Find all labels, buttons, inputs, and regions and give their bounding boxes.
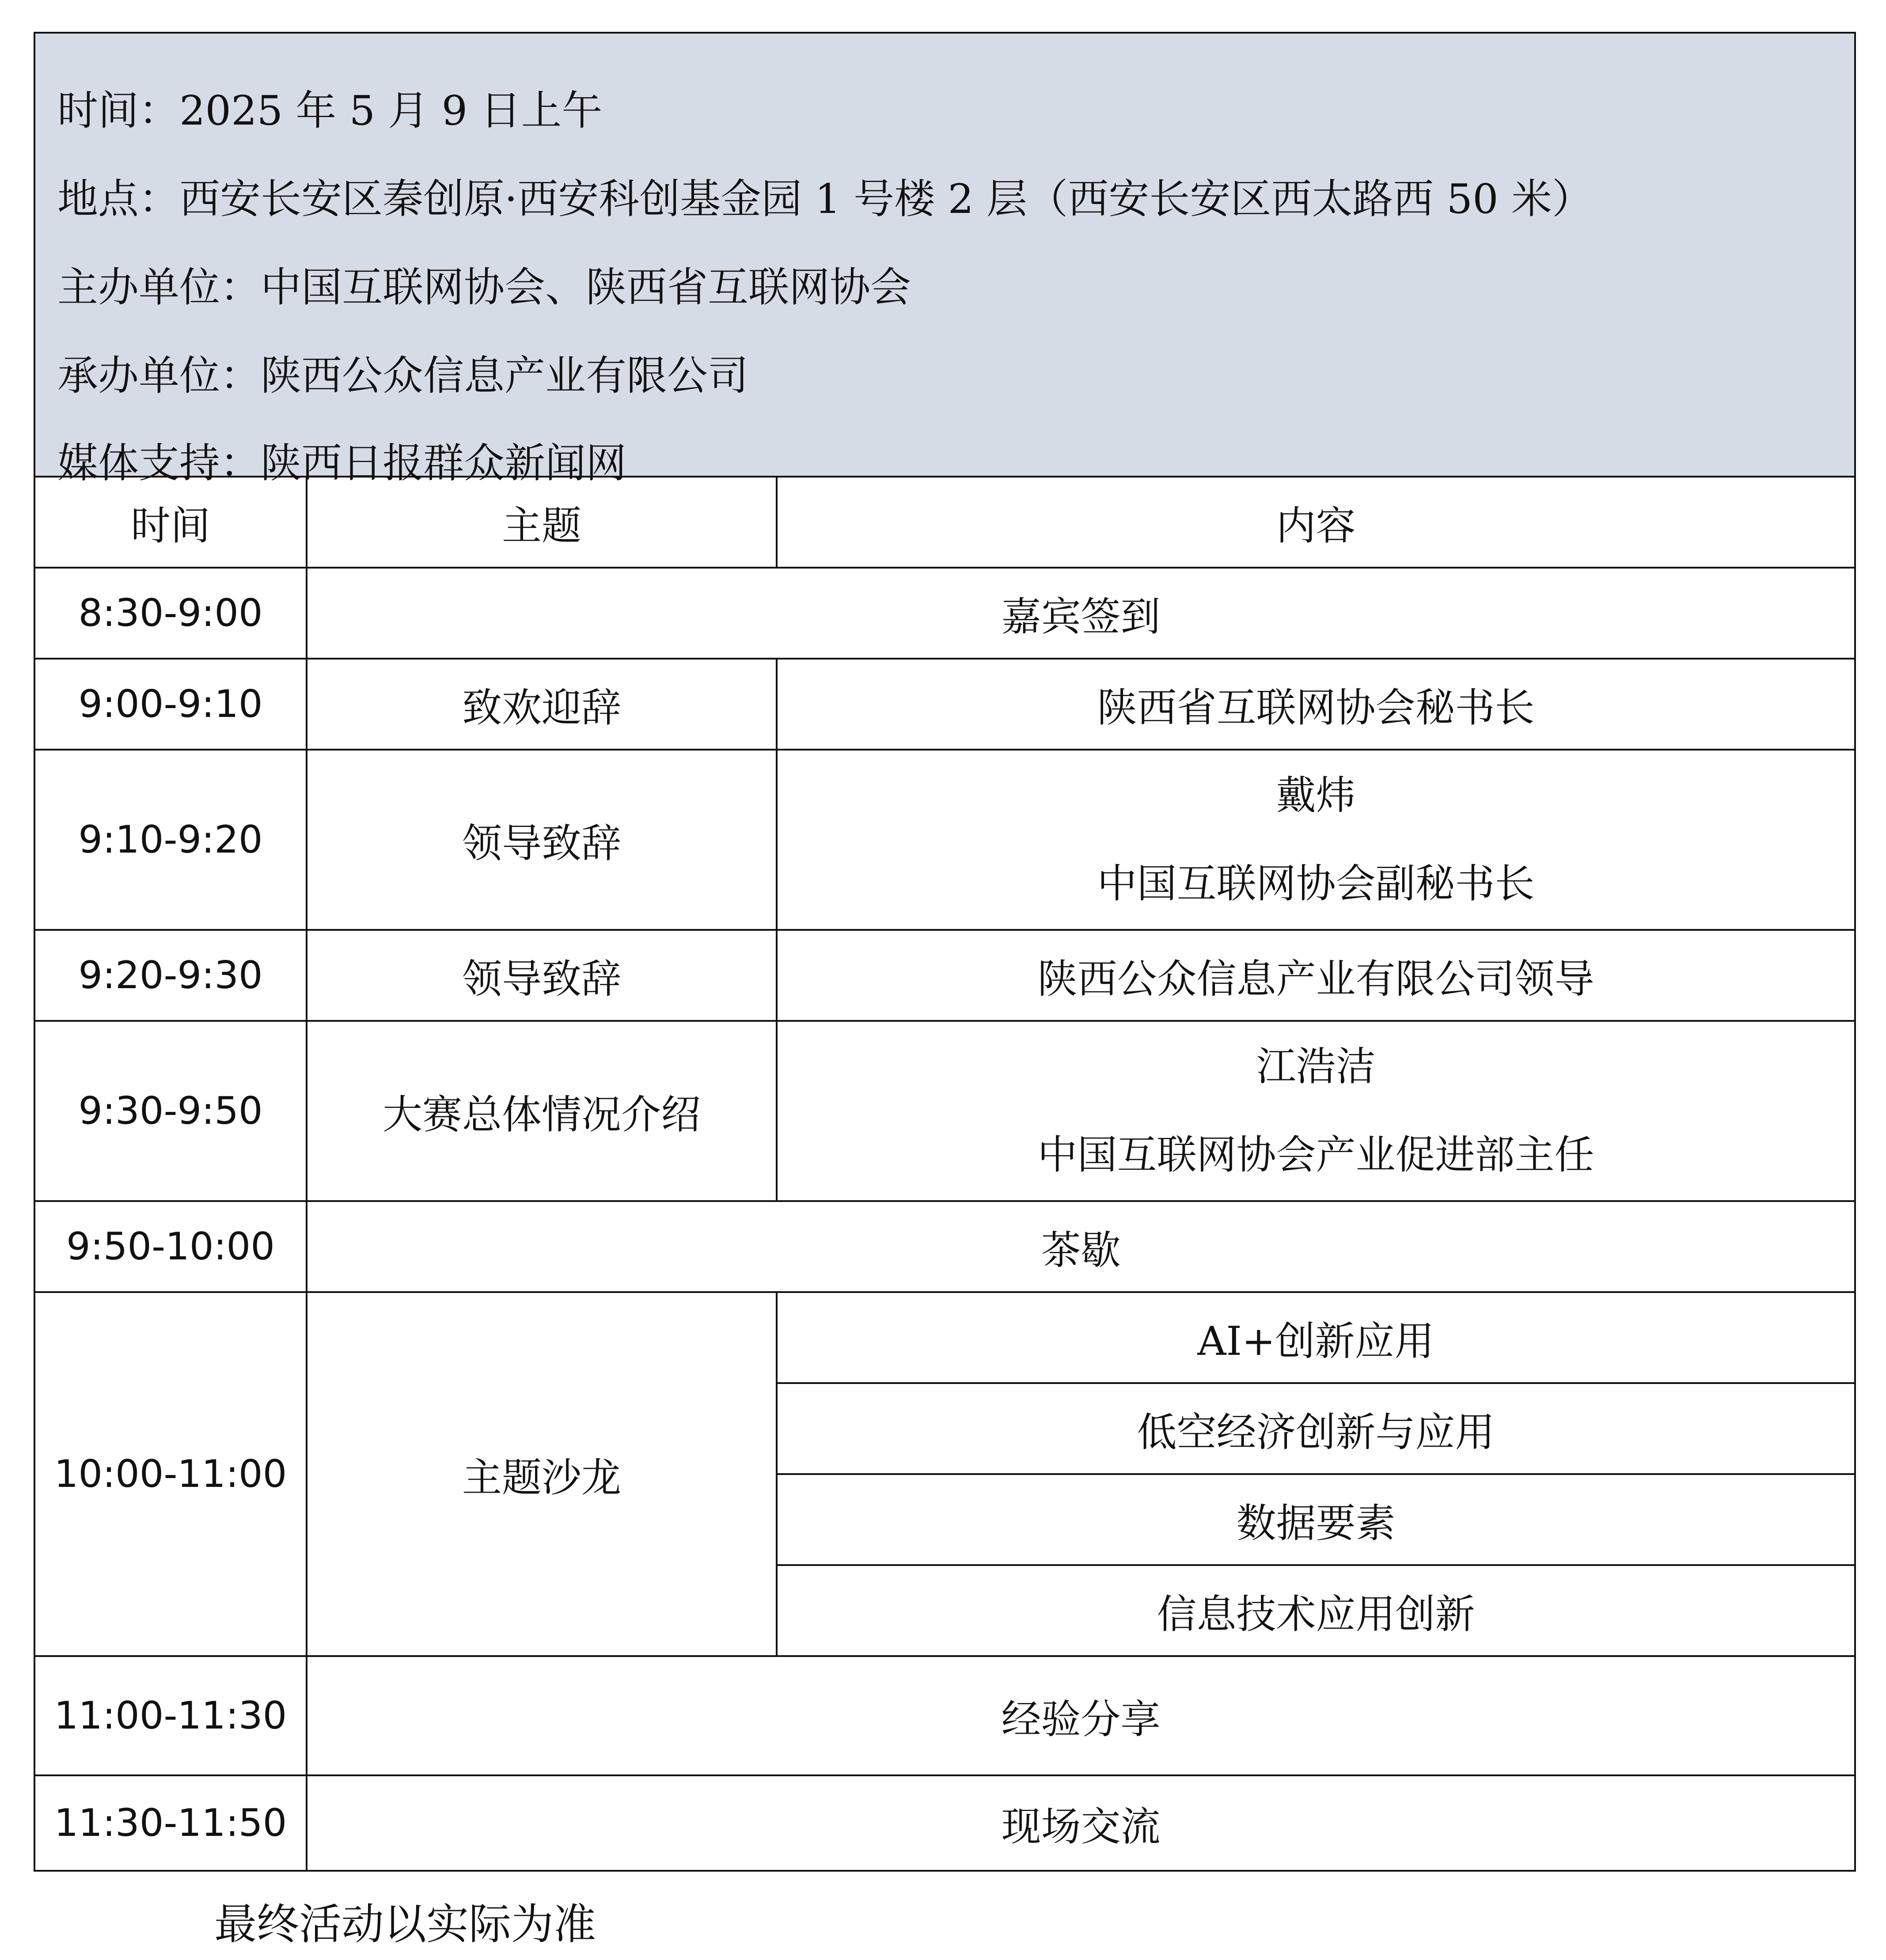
schedule-table bbox=[34, 476, 1856, 1872]
header-time: 时间 bbox=[34, 477, 307, 568]
table-row bbox=[34, 1775, 1855, 1871]
row-topic: 领导致辞 bbox=[307, 930, 777, 1021]
row-content: 陕西公众信息产业有限公司领导 bbox=[777, 930, 1855, 1021]
event-media: 媒体支持：陕西日报群众新闻网 bbox=[57, 440, 627, 487]
salon-item: 低空经济创新与应用 bbox=[777, 1383, 1855, 1474]
event-time: 时间：2025 年 5 月 9 日上午 bbox=[57, 87, 603, 134]
row-time: 9:00-9:10 bbox=[34, 659, 307, 750]
row-topic: 大赛总体情况介绍 bbox=[307, 1021, 777, 1201]
table-row bbox=[34, 1021, 1855, 1201]
table-row bbox=[34, 1292, 1855, 1383]
row-merged: 嘉宾签到 bbox=[307, 568, 1855, 659]
row-topic: 主题沙龙 bbox=[307, 1292, 777, 1656]
row-content bbox=[777, 1021, 1855, 1201]
row-merged: 现场交流 bbox=[307, 1775, 1855, 1871]
salon-item: AI+创新应用 bbox=[777, 1292, 1855, 1383]
speaker-title: 中国互联网协会产业促进部主任 bbox=[1037, 1132, 1594, 1178]
row-time: 11:00-11:30 bbox=[34, 1656, 307, 1775]
row-content: 陕西省互联网协会秘书长 bbox=[777, 659, 1855, 750]
event-location: 地点：西安长安区秦创原·西安科创基金园 1 号楼 2 层（西安长安区西太路西 50 米） bbox=[57, 175, 1593, 223]
header-content: 内容 bbox=[777, 477, 1855, 568]
row-merged: 茶歇 bbox=[307, 1201, 1855, 1292]
speaker-name: 江浩洁 bbox=[1256, 1043, 1376, 1090]
row-topic: 领导致辞 bbox=[307, 750, 777, 930]
table-row bbox=[34, 1656, 1855, 1775]
speaker-name: 戴炜 bbox=[1276, 772, 1356, 819]
row-time: 11:30-11:50 bbox=[34, 1775, 307, 1871]
table-row bbox=[34, 1201, 1855, 1292]
event-info-box bbox=[34, 32, 1856, 487]
table-row bbox=[34, 750, 1855, 930]
header-topic: 主题 bbox=[307, 477, 777, 568]
row-time: 9:30-9:50 bbox=[34, 1021, 307, 1201]
salon-item: 信息技术应用创新 bbox=[777, 1565, 1855, 1656]
event-organizer: 承办单位：陕西公众信息产业有限公司 bbox=[57, 352, 749, 399]
row-time: 10:00-11:00 bbox=[34, 1292, 307, 1656]
row-topic: 致欢迎辞 bbox=[307, 659, 777, 750]
row-time: 9:50-10:00 bbox=[34, 1201, 307, 1292]
event-host: 主办单位：中国互联网协会、陕西省互联网协会 bbox=[57, 264, 911, 311]
row-merged: 经验分享 bbox=[307, 1656, 1855, 1775]
row-time: 9:20-9:30 bbox=[34, 930, 307, 1021]
row-content bbox=[777, 750, 1855, 930]
table-row bbox=[34, 568, 1855, 659]
footer-note: 最终活动以实际为准 bbox=[214, 1899, 596, 1949]
row-time: 8:30-9:00 bbox=[34, 568, 307, 659]
salon-item: 数据要素 bbox=[777, 1474, 1855, 1565]
speaker-title: 中国互联网协会副秘书长 bbox=[1097, 861, 1535, 907]
table-header-row bbox=[34, 477, 1855, 568]
table-row bbox=[34, 930, 1855, 1021]
row-time: 9:10-9:20 bbox=[34, 750, 307, 930]
table-row bbox=[34, 659, 1855, 750]
